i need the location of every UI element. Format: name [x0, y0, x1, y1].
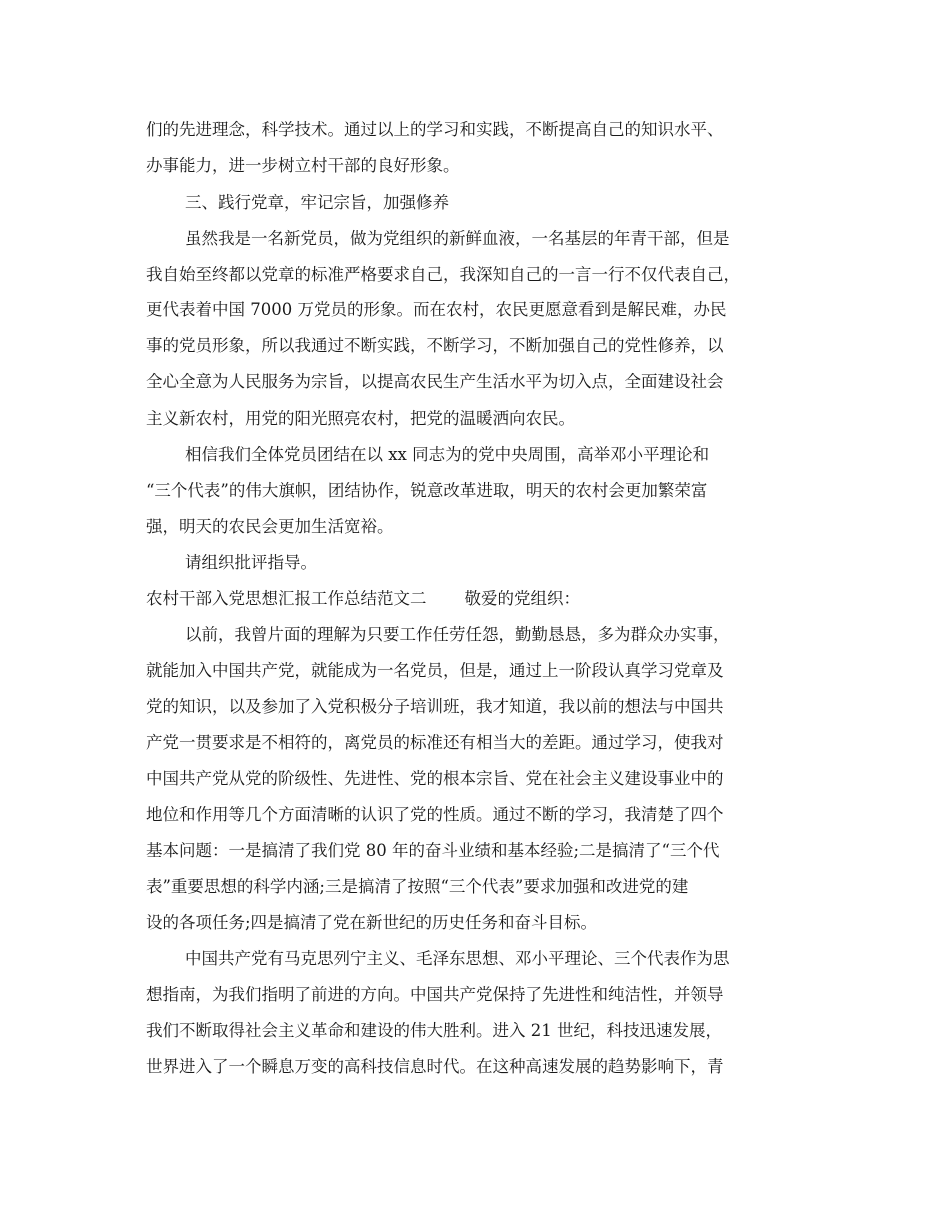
body-text-line: 主义新农村，用党的阳光照亮农村，把党的温暖洒向农民。 [146, 409, 575, 428]
body-text-line: “三个代表”的伟大旗帜，团结协作，锐意改革进取，明天的农村会更加繁荣富 [146, 481, 708, 500]
body-text-line: 相信我们全体党员团结在以 xx 同志为的党中央周围，高举邓小平理论和 [185, 445, 710, 464]
body-text-line: 们的先进理念，科学技术。通过以上的学习和实践，不断提高自己的知识水平、 [146, 120, 724, 139]
article-title: 农村干部入党思想汇报工作总结范文二 [146, 589, 427, 608]
body-text-line: 世界进入了一个瞬息万变的高科技信息时代。在这种高速发展的趋势影响下，青 [146, 1057, 724, 1076]
body-text-line: 表”重要思想的科学内涵;三是搞清了按照“三个代表”要求加强和改进党的建 [146, 877, 689, 896]
closing-line: 请组织批评指导。 [185, 553, 317, 572]
body-text-line: 想指南，为我们指明了前进的方向。中国共产党保持了先进性和纯洁性，并领导 [146, 985, 724, 1004]
body-text-line: 中国共产党有马克思列宁主义、毛泽东思想、邓小平理论、三个代表作为思 [185, 949, 730, 968]
body-text-line: 强，明天的农民会更加生活宽裕。 [146, 517, 394, 536]
body-text-line: 党的知识，以及参加了入党积极分子培训班，我才知道，我以前的想法与中国共 [146, 697, 724, 716]
body-text-line: 虽然我是一名新党员，做为党组织的新鲜血液，一名基层的年青干部，但是 [185, 229, 730, 248]
body-text-line: 产党一贯要求是不相符的，离党员的标准还有相当大的差距。通过学习，使我对 [146, 733, 724, 752]
body-text-line: 我们不断取得社会主义革命和建设的伟大胜利。进入 21 世纪，科技迅速发展， [146, 1021, 722, 1040]
body-text-line: 中国共产党从党的阶级性、先进性、党的根本宗旨、党在社会主义建设事业中的 [146, 769, 724, 788]
body-text-line: 更代表着中国 7000 万党员的形象。而在农村，农民更愿意看到是解民难，办民 [146, 300, 727, 319]
section-heading: 三、践行党章，牢记宗旨，加强修养 [185, 193, 449, 212]
article-title-line [146, 589, 806, 609]
body-text-line: 以前，我曾片面的理解为只要工作任劳任怨，勤勤恳恳，多为群众办实事， [185, 625, 730, 644]
body-text-line: 全心全意为人民服务为宗旨，以提高农民生产生活水平为切入点，全面建设社会 [146, 372, 724, 391]
body-text-line: 就能加入中国共产党，就能成为一名党员，但是，通过上一阶段认真学习党章及 [146, 661, 724, 680]
salutation: 敬爱的党组织： [464, 589, 580, 608]
body-text-line: 设的各项任务;四是搞清了党在新世纪的历史任务和奋斗目标。 [146, 913, 598, 932]
body-text-line: 办事能力，进一步树立村干部的良好形象。 [146, 156, 460, 175]
body-text-line: 我自始至终都以党章的标准严格要求自己，我深知自己的一言一行不仅代表自己， [146, 265, 740, 284]
body-text-line: 地位和作用等几个方面清晰的认识了党的性质。通过不断的学习，我清楚了四个 [146, 805, 724, 824]
body-text-line: 事的党员形象，所以我通过不断实践，不断学习，不断加强自己的党性修养，以 [146, 336, 724, 355]
body-text-line: 基本问题：一是搞清了我们党 80 年的奋斗业绩和基本经验;二是搞清了“三个代 [146, 841, 720, 860]
